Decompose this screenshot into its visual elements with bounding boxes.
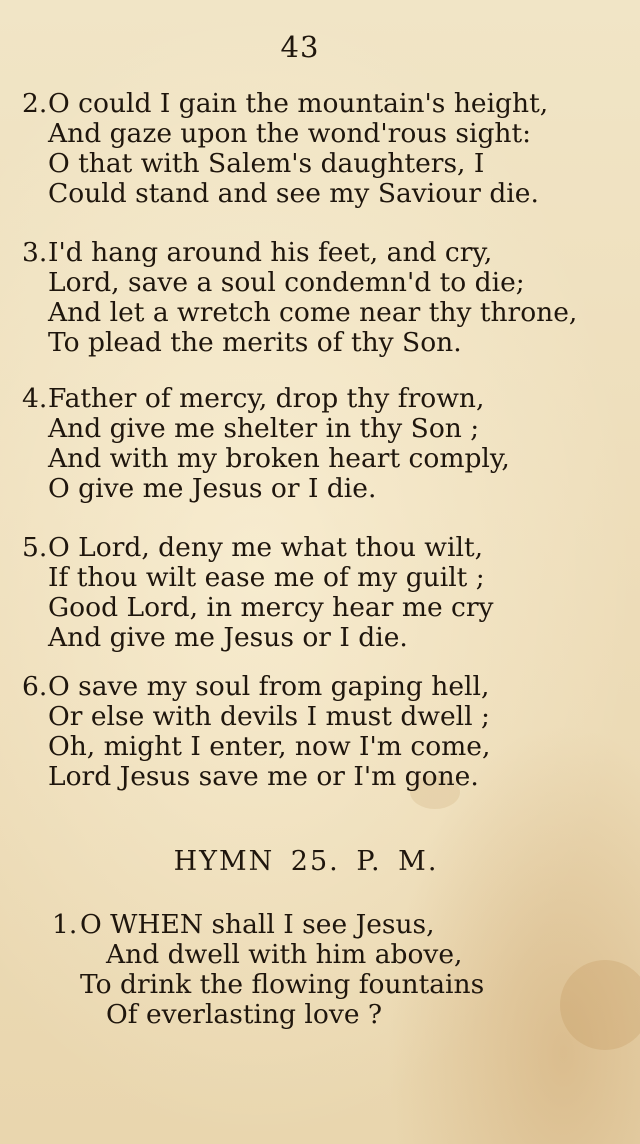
verse-number: 4. (22, 383, 48, 414)
verse-line: 6.O save my soul from gaping hell, (22, 671, 490, 702)
verse-line: Oh, might I enter, now I'm come, (48, 731, 491, 762)
verse-line: 5.O Lord, deny me what thou wilt, (22, 532, 484, 563)
hymn-verse-1 (52, 910, 484, 1030)
verse-6 (22, 672, 490, 792)
verse-line: Could stand and see my Saviour die. (48, 178, 539, 209)
verse-line: O give me Jesus or I die. (48, 473, 377, 504)
verse-line: Of everlasting love ? (106, 999, 383, 1030)
verse-line: And gaze upon the wond'rous sight: (48, 118, 532, 149)
verse-3 (22, 238, 577, 358)
verse-line: To drink the flowing fountains (80, 969, 485, 1000)
verse-line: And give me Jesus or I die. (48, 622, 408, 653)
verse-5 (22, 533, 494, 653)
verse-line: And dwell with him above, (106, 939, 463, 970)
verse-line: O that with Salem's daughters, I (48, 148, 485, 179)
verse-line: Lord Jesus save me or I'm gone. (48, 761, 479, 792)
verse-line: Lord, save a soul condemn'd to die; (48, 267, 525, 298)
verse-line: 3.I'd hang around his feet, and cry, (22, 237, 493, 268)
verse-line: And let a wretch come near thy throne, (48, 297, 578, 328)
verse-line: To plead the merits of thy Son. (48, 327, 462, 358)
verse-number: 1. (52, 909, 78, 940)
verse-line: 1. O WHEN shall I see Jesus, (52, 909, 435, 940)
verse-4 (22, 384, 510, 504)
verse-line: 4.Father of mercy, drop thy frown, (22, 383, 485, 414)
verse-line: If thou wilt ease me of my guilt ; (48, 562, 485, 593)
verse-line: Good Lord, in mercy hear me cry (48, 592, 494, 623)
paper-stain (560, 960, 640, 1050)
page-number: 43 (280, 30, 320, 64)
verse-2 (22, 89, 548, 209)
verse-number: 6. (22, 671, 48, 702)
hymn-title: HYMN 25. P. M. (173, 846, 439, 877)
verse-number: 5. (22, 532, 48, 563)
verse-line: Or else with devils I must dwell ; (48, 701, 490, 732)
verse-line: 2.O could I gain the mountain's height, (22, 88, 549, 119)
verse-number: 3. (22, 237, 48, 268)
verse-line: And with my broken heart comply, (48, 443, 510, 474)
verse-line: And give me shelter in thy Son ; (48, 413, 480, 444)
verse-number: 2. (22, 88, 48, 119)
